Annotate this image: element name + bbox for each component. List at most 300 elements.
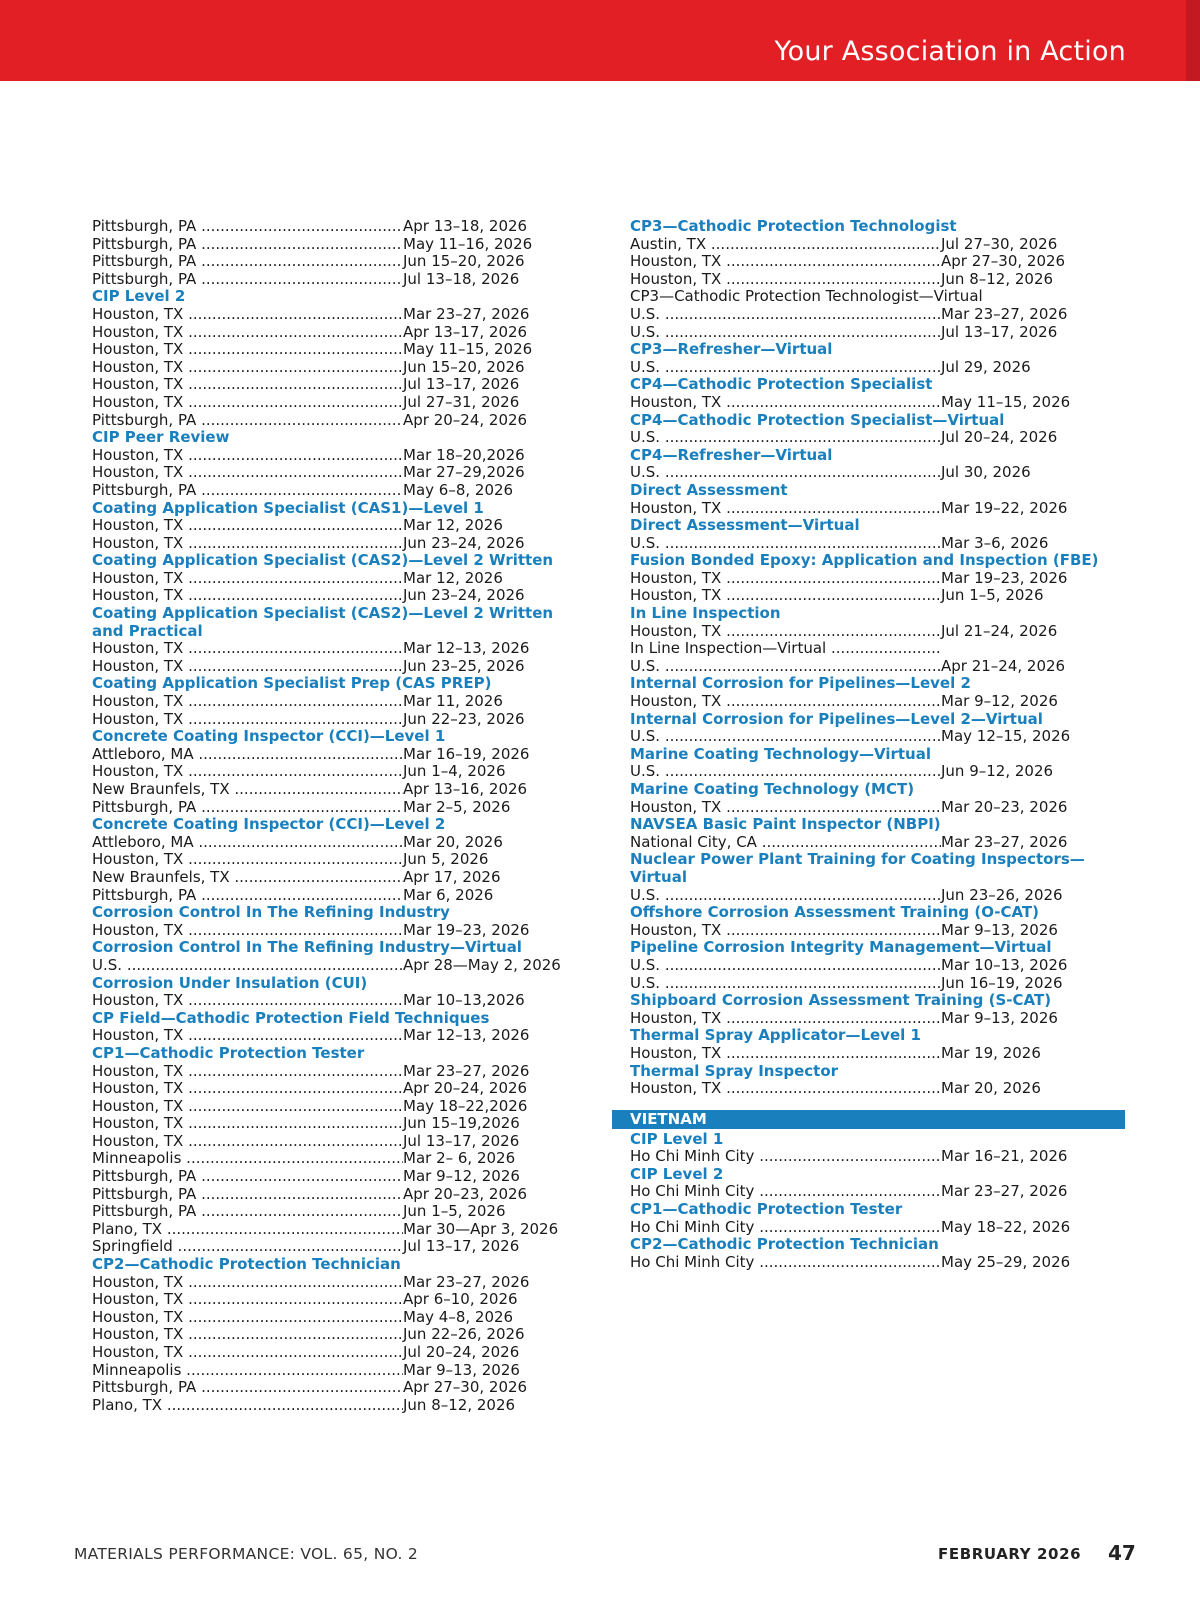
entry-location-text: Pittsburgh, PA [92,1379,197,1397]
schedule-entry [630,763,1090,781]
course-title: Shipboard Corrosion Assessment Training (S-CAT) [630,991,1052,1010]
schedule-entry [92,306,572,324]
course-title: Nuclear Power Plant Training for Coating Inspectors—Virtual [630,850,1085,886]
entry-date: Apr 27–30, 2026 [403,1379,528,1397]
entry-location-text: Houston, TX [92,1080,184,1098]
entry-location-text: Pittsburgh, PA [92,253,197,271]
entry-date: Jun 1–4, 2026 [403,763,506,781]
entry-location-text: Plano, TX [92,1220,163,1238]
course-title: Pipeline Corrosion Integrity Management—Virtual [630,938,1052,957]
schedule-entry [92,1274,572,1292]
entry-location-text: Houston, TX [92,657,184,675]
entry-location [92,693,403,711]
schedule-entry [92,482,572,500]
entry-date: Mar 18–20,2026 [403,446,525,464]
course-title: In Line Inspection [630,604,781,623]
entry-date: Jul 13–17, 2026 [941,323,1058,341]
schedule-entry [92,1168,572,1186]
schedule-entry [630,1219,1090,1237]
entry-location-text: U.S. [630,657,661,675]
schedule-entry [92,236,572,254]
schedule-entry [92,1203,572,1221]
entry-date: Jun 8–12, 2026 [403,1396,516,1414]
entry-location-text: Houston, TX [630,569,722,587]
entry-date: Jul 13–17, 2026 [403,376,520,394]
entry-date: Mar 10–13,2026 [403,992,525,1010]
entry-location-text: U.S. [630,358,661,376]
schedule-entry [92,834,572,852]
entry-location [92,781,403,799]
entry-location [92,763,403,781]
entry-location [630,429,941,447]
entry-location-text: Houston, TX [630,270,722,288]
schedule-entry [630,500,1090,518]
course-title: Offshore Corrosion Assessment Training (O-CAT) [630,903,1040,922]
entry-location-text: U.S. [630,728,661,746]
course-title: CIP Peer Review [92,428,230,447]
entry-location-text: Houston, TX [92,763,184,781]
schedule-entry [92,1133,572,1151]
entry-date: Mar 6, 2026 [403,886,494,904]
entry-location-text: Houston, TX [92,921,184,939]
entry-date: Mar 12–13, 2026 [403,640,530,658]
entry-location [630,1080,941,1098]
entry-location [630,288,983,306]
entry-location [630,834,941,852]
entry-date: Jun 16–19, 2026 [941,974,1063,992]
entry-location [92,341,403,359]
schedule-entry [92,640,572,658]
entry-date: Mar 30—Apr 3, 2026 [403,1220,559,1238]
footer-publication: MATERIALS PERFORMANCE: VOL. 65, NO. 2 [74,1545,419,1563]
schedule-entry [92,341,572,359]
entry-location-text: Ho Chi Minh City [630,1183,755,1201]
entry-date: Apr 13–16, 2026 [403,781,528,798]
entry-location [630,693,941,711]
entry-date: May 18–22, 2026 [941,1218,1071,1236]
schedule-entry [630,359,1090,377]
entry-date: Apr 6–10, 2026 [403,1291,518,1309]
entry-date: May 11–15, 2026 [941,393,1071,411]
entry-location [92,957,403,975]
entry-location-text: Houston, TX [630,622,722,640]
entry-location-text: U.S. [630,886,661,904]
entry-date: Jun 15–19,2026 [403,1115,520,1133]
entry-location [92,1168,403,1186]
entry-location-text: Houston, TX [92,693,184,711]
entry-location-text: U.S. [630,305,661,323]
entry-location-text: New Braunfels, TX [92,868,230,886]
entry-location [630,957,941,975]
schedule-entry [92,781,572,799]
schedule-entry [92,1362,572,1380]
region-header-vietnam: VIETNAM [612,1110,1125,1129]
schedule-entry [630,1183,1090,1201]
entry-date: Mar 16–19, 2026 [403,745,530,763]
schedule-entry [92,887,572,905]
schedule-entry [92,711,572,729]
entry-location-text: Houston, TX [630,921,722,939]
entry-location-text: Houston, TX [92,1326,184,1344]
course-title: Concrete Coating Inspector (CCI)—Level 2 [92,815,446,834]
entry-date: Mar 23–27, 2026 [941,305,1068,323]
entry-location-text: Houston, TX [92,358,184,376]
schedule-entry [630,799,1090,817]
page-number: 47 [1108,1541,1136,1565]
schedule-entry [630,658,1090,676]
entry-location [92,218,403,236]
entry-date: Jun 22–23, 2026 [403,710,525,728]
entry-date: Jul 21–24, 2026 [941,622,1058,640]
entry-date: Mar 19, 2026 [941,1044,1041,1062]
entry-location-text: Houston, TX [92,851,184,869]
course-title: Marine Coating Technology (MCT) [630,780,915,798]
entry-location-text: Pittsburgh, PA [92,1168,197,1186]
schedule-entry [630,570,1090,588]
entry-location [630,359,941,377]
entry-location [92,658,403,676]
entry-location [92,1397,403,1415]
course-title: Corrosion Control In The Refining Industry—Virtual [92,938,522,957]
schedule-entry [630,535,1090,553]
entry-location [92,640,403,658]
entry-date: Jul 27–31, 2026 [403,393,520,411]
schedule-entry [630,324,1090,342]
entry-location-text: National City, CA [630,833,757,851]
entry-location [92,1291,403,1309]
entry-location [92,464,403,482]
entry-date: Jul 13–18, 2026 [403,270,520,288]
entry-location-text: Attleboro, MA [92,833,194,851]
entry-location-text: New Braunfels, TX [92,781,230,798]
entry-location [630,464,941,482]
course-title: Direct Assessment—Virtual [630,516,860,535]
entry-location-text: Houston, TX [630,587,722,605]
entry-location-text: Houston, TX [630,693,722,711]
entry-location [92,922,403,940]
schedule-entry [92,1115,572,1133]
entry-location-text: U.S. [630,464,661,482]
entry-location-text: Pittsburgh, PA [92,218,197,235]
entry-location-text: Springfield [92,1238,173,1256]
entry-location [92,799,403,817]
entry-date: Apr 20–23, 2026 [403,1185,528,1203]
schedule-entry [630,1254,1090,1272]
entry-date: Mar 23–27, 2026 [403,305,530,323]
entry-location-text: Pittsburgh, PA [92,798,197,816]
schedule-entry [92,394,572,412]
course-title: CP4—Refresher—Virtual [630,445,833,464]
entry-location-text: Plano, TX [92,1396,163,1414]
entry-date: May 12–15, 2026 [941,728,1071,746]
entry-date: Apr 20–24, 2026 [403,411,528,429]
entry-date: Apr 21–24, 2026 [941,657,1066,675]
schedule-entry [92,992,572,1010]
schedule-entry [92,1344,572,1362]
entry-location [630,799,941,817]
entry-location-text: Houston, TX [92,1344,184,1361]
entry-date: Jun 15–20, 2026 [403,253,525,271]
schedule-entry [630,288,1090,306]
entry-location-text: Minneapolis [92,1150,182,1168]
course-title: Marine Coating Technology—Virtual [630,744,931,763]
entry-date: Mar 23–27, 2026 [403,1062,530,1080]
schedule-entry [630,236,1090,254]
entry-date: Jun 23–24, 2026 [403,587,525,605]
schedule-entry [92,1080,572,1098]
course-title: Direct Assessment [630,480,788,499]
schedule-entry [630,834,1090,852]
entry-location [92,992,403,1010]
entry-date: Mar 3–6, 2026 [941,534,1049,552]
entry-date: Mar 11, 2026 [403,693,503,711]
schedule-entry [92,1027,572,1045]
schedule-entry [630,587,1090,605]
entry-location [92,711,403,729]
entry-location [92,1362,403,1380]
schedule-entry [630,306,1090,324]
entry-location-text: Houston, TX [92,1132,184,1150]
entry-date: Mar 2– 6, 2026 [403,1150,516,1168]
entry-location [630,324,941,342]
course-title: CIP Level 2 [630,1164,724,1183]
entry-location [630,763,941,781]
entry-location-text: Houston, TX [92,710,184,728]
entry-location [92,887,403,905]
entry-location [630,271,941,289]
course-title: Coating Application Specialist (CAS2)—Level 2 Written and Practical [92,604,554,640]
entry-date: Mar 9–12, 2026 [403,1168,520,1186]
schedule-entry [630,728,1090,746]
course-title: CIP Level 1 [630,1129,724,1148]
schedule-entry [92,1291,572,1309]
schedule-entry [630,464,1090,482]
entry-location-text: Houston, TX [92,305,184,323]
entry-location [92,1063,403,1081]
entry-date: Jun 23–25, 2026 [403,657,525,675]
entry-date: Mar 9–13, 2026 [941,1009,1058,1027]
entry-date: Mar 2–5, 2026 [403,798,511,816]
entry-location [92,1186,403,1204]
entry-location [630,658,941,676]
schedule-entry [92,957,572,975]
entry-location-text: Minneapolis [92,1361,182,1379]
entry-date: Mar 20–23, 2026 [941,798,1068,816]
entry-location [92,587,403,605]
course-title: CP Field—Cathodic Protection Field Techniques [92,1008,490,1027]
schedule-entry [92,1379,572,1397]
entry-location [630,922,941,940]
entry-location [92,1379,403,1397]
header-edge [1186,0,1200,81]
entry-location-text: Houston, TX [92,1062,184,1080]
footer-month: FEBRUARY 2026 [938,1545,1082,1563]
entry-location [92,869,403,887]
entry-date: Jul 29, 2026 [941,358,1031,376]
schedule-entry [92,1326,572,1344]
entry-date: Jun 22–26, 2026 [403,1326,525,1344]
entry-location-text: U.S. [630,763,661,781]
schedule-entry [92,922,572,940]
course-title: CP2—Cathodic Protection Technician [630,1235,939,1254]
entry-location [92,306,403,324]
entry-location-text: Houston, TX [630,1009,722,1027]
entry-date: May 11–16, 2026 [403,235,533,253]
entry-location [92,412,403,430]
entry-location [92,1027,403,1045]
entry-location-text: Attleboro, MA [92,745,194,763]
entry-date: Mar 20, 2026 [941,1080,1041,1098]
entry-date: Jul 20–24, 2026 [403,1344,520,1361]
entry-date: Apr 13–18, 2026 [403,218,528,235]
entry-location-text: U.S. [630,956,661,974]
entry-location [630,236,941,254]
entry-location-text: CP3—Cathodic Protection Technologist—Virtual [630,288,983,306]
schedule-entry [92,746,572,764]
entry-location-text: Pittsburgh, PA [92,1185,197,1203]
entry-location [92,746,403,764]
schedule-entry [630,1148,1090,1166]
entry-location [92,236,403,254]
entry-location [92,447,403,465]
schedule-entry [92,517,572,535]
entry-location [92,324,403,342]
schedule-entry [630,271,1090,289]
entry-location-text: Pittsburgh, PA [92,235,197,253]
entry-location [92,535,403,553]
course-title: Coating Application Specialist Prep (CAS PREP) [92,674,492,693]
entry-date: Mar 19–22, 2026 [941,499,1068,517]
entry-date: Mar 12, 2026 [403,569,503,587]
schedule-entry [630,640,1090,658]
course-title: CP1—Cathodic Protection Tester [630,1200,903,1219]
entry-location [630,587,941,605]
entry-date: Apr 28—May 2, 2026 [403,956,561,974]
entry-date: Jun 8–12, 2026 [941,270,1054,288]
entry-location [92,851,403,869]
entry-location-text: Pittsburgh, PA [92,411,197,429]
entry-date: Apr 27–30, 2026 [941,253,1066,271]
entry-date: Mar 16–21, 2026 [941,1148,1068,1166]
entry-date: Mar 10–13, 2026 [941,956,1068,974]
course-title: Corrosion Under Insulation (CUI) [92,973,368,992]
course-title: CP3—Cathodic Protection Technologist [630,217,957,235]
entry-date: Jun 1–5, 2026 [403,1203,506,1221]
entry-location-text: Austin, TX [630,235,707,253]
course-title: CIP Level 2 [92,287,186,306]
entry-location [630,535,941,553]
entry-location [630,1148,941,1166]
left-column [92,218,562,1414]
schedule-entry [92,658,572,676]
entry-date: Mar 27–29,2026 [403,464,525,482]
entry-date: Mar 12–13, 2026 [403,1027,530,1045]
schedule-entry [92,253,572,271]
entry-location-text: Pittsburgh, PA [92,481,197,499]
entry-location-text: Houston, TX [92,1273,184,1291]
header-title: Your Association in Action [774,36,1126,67]
schedule-entry [630,887,1090,905]
schedule-entry [92,1186,572,1204]
entry-location [630,887,941,905]
entry-location-text: Ho Chi Minh City [630,1253,755,1271]
schedule-entry [92,412,572,430]
entry-date: Mar 12, 2026 [403,517,503,535]
schedule-entry [92,851,572,869]
entry-location [630,1219,941,1237]
entry-location-text: Houston, TX [630,1044,722,1062]
schedule-entry [630,623,1090,641]
entry-location [630,975,941,993]
entry-location [92,517,403,535]
schedule-entry [630,1010,1090,1028]
schedule-entry [630,975,1090,993]
schedule-entry [630,922,1090,940]
entry-location-text: Pittsburgh, PA [92,886,197,904]
entry-location [92,1344,403,1362]
course-title: Corrosion Control In The Refining Industry [92,903,450,922]
right-column [630,218,1125,1271]
entry-location-text: Houston, TX [92,1291,184,1309]
entry-location [630,253,941,271]
schedule-entry [92,1150,572,1168]
entry-location [92,394,403,412]
entry-location-text: U.S. [92,956,123,974]
entry-date: Apr 20–24, 2026 [403,1080,528,1098]
schedule-entry [630,394,1090,412]
entry-location-text: Houston, TX [92,393,184,411]
entry-location [92,834,403,852]
entry-date: Mar 9–13, 2026 [941,921,1058,939]
schedule-entry [92,1397,572,1415]
entry-location [92,271,403,289]
entry-location-text: Ho Chi Minh City [630,1218,755,1236]
entry-location [630,623,941,641]
entry-location [92,1203,403,1221]
entry-location [92,482,403,500]
entry-date: Mar 9–12, 2026 [941,693,1058,711]
entry-location [92,1326,403,1344]
entry-location-text: Houston, TX [92,376,184,394]
schedule-entry [92,1063,572,1081]
entry-location [630,500,941,518]
entry-location [630,728,941,746]
entry-date: Jun 1–5, 2026 [941,587,1044,605]
course-title: CP3—Refresher—Virtual [630,340,833,359]
course-title: Concrete Coating Inspector (CCI)—Level 1 [92,727,446,746]
entry-location [92,1115,403,1133]
course-title: NAVSEA Basic Paint Inspector (NBPI) [630,815,941,834]
entry-location-text: U.S. [630,974,661,992]
entry-date: Jun 23–24, 2026 [403,534,525,552]
schedule-entry [92,359,572,377]
schedule-entry [92,763,572,781]
entry-date: Jun 9–12, 2026 [941,763,1054,781]
schedule-entry [92,1309,572,1327]
entry-date: Mar 23–27, 2026 [941,1183,1068,1201]
entry-location-text: Houston, TX [92,464,184,482]
entry-date: May 25–29, 2026 [941,1253,1071,1271]
schedule-entry [630,253,1090,271]
entry-date: Jul 27–30, 2026 [941,235,1058,253]
entry-date: Jul 20–24, 2026 [941,429,1058,447]
entry-location-text: Houston, TX [630,499,722,517]
entry-date: Apr 13–17, 2026 [403,323,528,341]
course-title: CP1—Cathodic Protection Tester [92,1043,365,1062]
entry-location [92,570,403,588]
course-title: Coating Application Specialist (CAS2)—Level 2 Written [92,551,554,570]
entry-location-text: Houston, TX [92,587,184,605]
